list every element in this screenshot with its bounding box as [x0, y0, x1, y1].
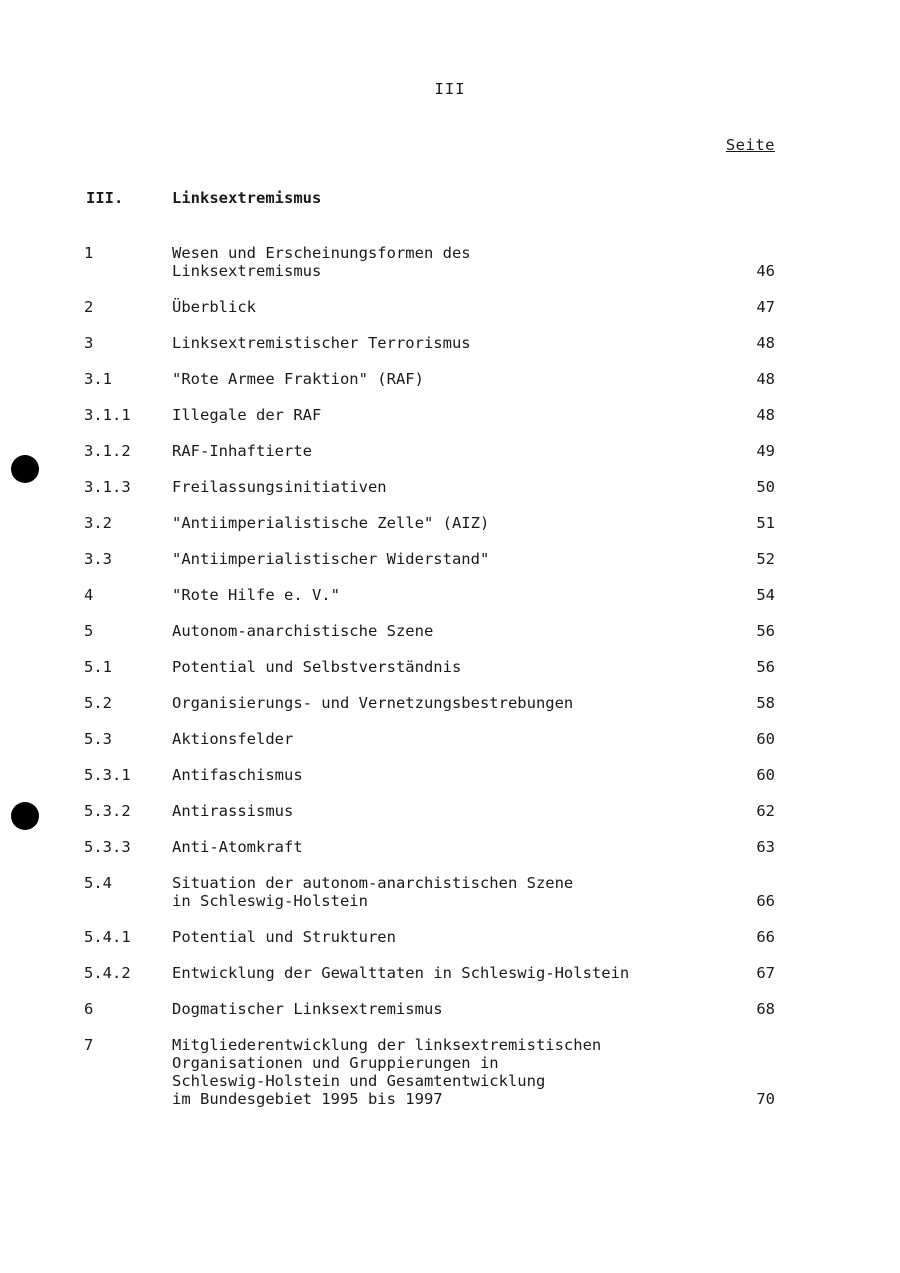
toc-entry-number: 3	[84, 334, 94, 352]
toc-entry	[0, 334, 900, 352]
toc-entry-page: 60	[756, 766, 775, 784]
toc-entry	[0, 298, 900, 316]
toc-entry	[0, 874, 900, 910]
chapter-number: III.	[86, 189, 124, 207]
toc-entry-page: 49	[756, 442, 775, 460]
toc-entry-number: 5.3	[84, 730, 112, 748]
toc-entry-title: "Rote Hilfe e. V."	[172, 586, 340, 604]
toc-entry-title: Situation der autonom-anarchistischen Szene in Schleswig-Holstein	[172, 874, 574, 910]
toc-entry-number: 2	[84, 298, 94, 316]
toc-entry-page: 48	[756, 406, 775, 424]
toc-entry-title: Illegale der RAF	[172, 406, 322, 424]
toc-entry	[0, 838, 900, 856]
toc-entry-title: Potential und Selbstverständnis	[172, 658, 462, 676]
toc-entry-number: 3.1	[84, 370, 112, 388]
toc-entry-number: 3.1.2	[84, 442, 131, 460]
toc-entry	[0, 244, 900, 280]
toc-entry	[0, 802, 900, 820]
toc-entry-page: 46	[756, 262, 775, 280]
toc-entry-page: 48	[756, 334, 775, 352]
page-column-heading: Seite	[725, 136, 775, 154]
toc-entry	[0, 586, 900, 604]
toc-entry-page: 62	[756, 802, 775, 820]
toc-entry-title: Potential und Strukturen	[172, 928, 396, 946]
toc-entry-title: Organisierungs- und Vernetzungsbestrebungen	[172, 694, 574, 712]
toc-entry-title: Dogmatischer Linksextremismus	[172, 1000, 443, 1018]
toc-entry-number: 5.3.2	[84, 802, 131, 820]
toc-entry-title: "Rote Armee Fraktion" (RAF)	[172, 370, 424, 388]
toc-entry-page: 70	[756, 1090, 775, 1108]
toc-entry-title: Autonom-anarchistische Szene	[172, 622, 434, 640]
toc-entry-title: Überblick	[172, 298, 256, 316]
toc-entry-title: Freilassungsinitiativen	[172, 478, 387, 496]
toc-entry-title: "Antiimperialistischer Widerstand"	[172, 550, 490, 568]
toc-entry-number: 5.1	[84, 658, 112, 676]
toc-entry	[0, 928, 900, 946]
toc-entry	[0, 730, 900, 748]
table-of-contents	[0, 244, 900, 1126]
toc-entry-title: Mitgliederentwicklung der linksextremistischen Organisationen und Gruppierungen in Schleswig-Holstein und Gesamtentwicklung im Bundesgebiet 1995 bis 1997	[172, 1036, 602, 1108]
toc-entry-number: 3.1.3	[84, 478, 131, 496]
toc-entry-page: 58	[756, 694, 775, 712]
toc-entry-page: 60	[756, 730, 775, 748]
toc-entry-title: Antifaschismus	[172, 766, 303, 784]
toc-entry-title: Wesen und Erscheinungsformen des Linksextremismus	[172, 244, 471, 280]
toc-entry-number: 5.4.2	[84, 964, 131, 982]
toc-entry	[0, 694, 900, 712]
toc-entry	[0, 514, 900, 532]
toc-entry-number: 5	[84, 622, 94, 640]
toc-entry-title: Linksextremistischer Terrorismus	[172, 334, 471, 352]
toc-entry-number: 5.4	[84, 874, 112, 892]
toc-entry-number: 3.2	[84, 514, 112, 532]
toc-entry-title: Anti-Atomkraft	[172, 838, 303, 856]
page-number: III	[434, 80, 466, 98]
toc-entry-number: 3.3	[84, 550, 112, 568]
chapter-title: Linksextremismus	[172, 189, 322, 207]
toc-entry-title: RAF-Inhaftierte	[172, 442, 312, 460]
toc-entry-page: 56	[756, 658, 775, 676]
toc-entry	[0, 658, 900, 676]
toc-entry-page: 68	[756, 1000, 775, 1018]
toc-entry-page: 50	[756, 478, 775, 496]
toc-entry	[0, 442, 900, 460]
toc-entry-title: "Antiimperialistische Zelle" (AIZ)	[172, 514, 490, 532]
toc-entry-page: 67	[756, 964, 775, 982]
toc-entry	[0, 1000, 900, 1018]
toc-entry	[0, 1036, 900, 1108]
toc-entry	[0, 406, 900, 424]
toc-entry-number: 7	[84, 1036, 94, 1054]
toc-entry-title: Aktionsfelder	[172, 730, 294, 748]
toc-entry-title: Entwicklung der Gewalttaten in Schleswig-Holstein	[172, 964, 630, 982]
toc-entry-page: 47	[756, 298, 775, 316]
toc-entry	[0, 478, 900, 496]
toc-entry-page: 66	[756, 892, 775, 910]
toc-entry-number: 1	[84, 244, 94, 262]
toc-entry-page: 51	[756, 514, 775, 532]
toc-entry-number: 4	[84, 586, 94, 604]
toc-entry	[0, 766, 900, 784]
toc-entry-number: 5.4.1	[84, 928, 131, 946]
toc-entry-page: 56	[756, 622, 775, 640]
toc-entry-number: 5.2	[84, 694, 112, 712]
toc-entry-page: 54	[756, 586, 775, 604]
toc-entry	[0, 964, 900, 982]
toc-entry	[0, 550, 900, 568]
toc-entry-title: Antirassismus	[172, 802, 294, 820]
toc-entry-number: 6	[84, 1000, 94, 1018]
toc-entry	[0, 622, 900, 640]
toc-entry-number: 5.3.3	[84, 838, 131, 856]
toc-entry-number: 3.1.1	[84, 406, 131, 424]
toc-entry-page: 63	[756, 838, 775, 856]
toc-entry-page: 66	[756, 928, 775, 946]
toc-entry	[0, 370, 900, 388]
toc-entry-page: 52	[756, 550, 775, 568]
toc-entry-page: 48	[756, 370, 775, 388]
toc-entry-number: 5.3.1	[84, 766, 131, 784]
